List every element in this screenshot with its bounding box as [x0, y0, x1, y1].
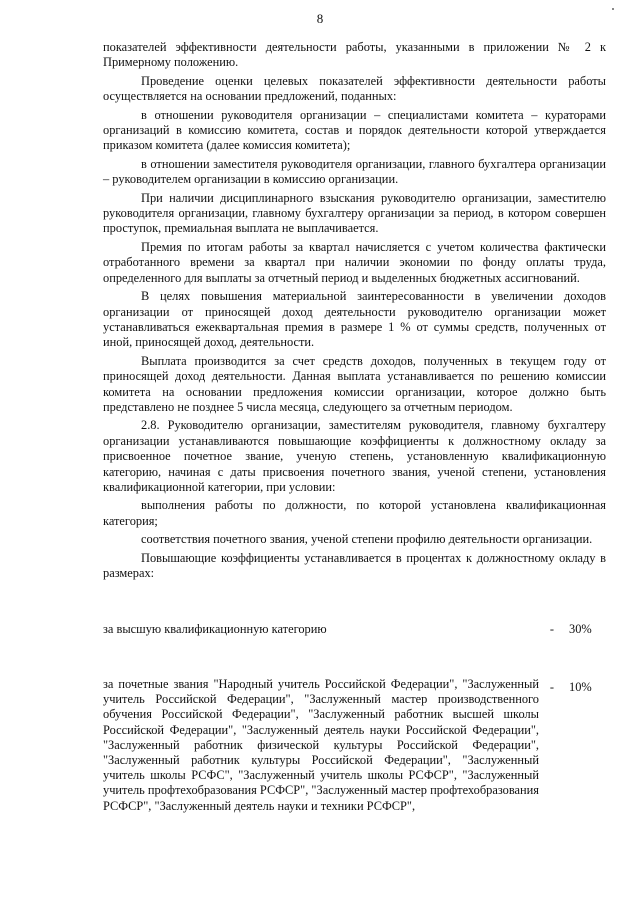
coefficient-dash: -: [549, 680, 555, 694]
paragraph-coefficient-intro: Повышающие коэффициенты устанавливается в процентах к должностному окладу в размерах:: [103, 550, 606, 580]
paragraph-payment-source: Выплата производится за счет средств доходов, полученных в текущем году от приносящей доход деятельности. Данная выплата устанавливается по решению комиссии комитета на основании предложения комиссии организации, которое должно быть представлено не позднее 5 числа месяца, следующего за отчетным периодом.: [103, 353, 606, 414]
paragraph-condition-work: выполнения работы по должности, по которой установлена квалификационная категория;: [103, 498, 606, 528]
paragraph-continuation: показателей эффективности деятельности работы, указанными в приложении № 2 к Примерному положению.: [103, 40, 606, 70]
coefficient-dash: -: [549, 622, 555, 636]
paragraph-condition-profile: соответствия почетного звания, ученой степени профилю деятельности организации.: [141, 532, 593, 547]
coefficient-label: за почетные звания "Народный учитель Российской Федерации", "Заслуженный учитель Российской Федерации", "Заслуженный мастер производственного обучения Российской Федерации", "Заслуженный работник высшей школы Российской Федерации", "Заслуженный деятель науки Российской Федерации", "Заслуженный работник физической культуры Российской Федерации", "Заслуженный работник культуры Российской Федерации", "Заслуженный учитель школы РСФС", "Заслуженный учитель школы РСФСР", "Заслуженный учитель профтехобразования РСФСР", "Заслуженный мастер профтехобразования РСФСР", "Заслуженный деятель науки и техники РСФСР",: [103, 677, 539, 813]
coefficient-label: за высшую квалификационную категорию: [103, 622, 327, 636]
page-number: 8: [316, 11, 324, 26]
paragraph-quarterly-bonus: Премия по итогам работы за квартал начисляется с учетом количества фактически отработанного времени за квартал при наличии экономии по фонду оплаты труда, определенного для выплаты за отчетный период и выделенных бюджетных ассигнований.: [103, 239, 606, 285]
paragraph-head-proposals: в отношении руководителя организации – специалистами комитета – кураторами организаций в комиссию комитета, состав и порядок деятельности которой утверждается приказом комитета (далее комиссия комитета);: [103, 107, 606, 153]
paragraph-section-2-8: 2.8. Руководителю организации, заместителям руководителя, главному бухгалтеру организации устанавливаются повышающие коэффициенты к должностному окладу за присвоенное почетное звание, ученую степень, установленную квалификационную категорию, начиная с даты присвоения почетного звания, ученой степени, установления квалификационной категории, при условии:: [103, 418, 606, 494]
scan-speck: [612, 8, 614, 10]
paragraph-deputy-proposals: в отношении заместителя руководителя организации, главного бухгалтера организации – руководителем организации в комиссию организации.: [103, 156, 606, 187]
body-text: [103, 40, 606, 584]
paragraph-income-bonus: В целях повышения материальной заинтересованности в увеличении доходов организации от приносящей доход деятельности руководителю организации может устанавливаться ежеквартальная премия в размере 1 % от суммы средств, полученных от иной, приносящей доход, деятельности.: [103, 289, 606, 350]
paragraph-assessment-basis: Проведение оценки целевых показателей эффективности деятельности работы осуществляется на основании предложений, поданных:: [103, 73, 606, 104]
coefficient-value: 10%: [569, 680, 592, 694]
paragraph-disciplinary: При наличии дисциплинарного взыскания руководителю организации, заместителю руководителя организации, главному бухгалтеру организации за период, в котором совершен проступок, премиальная выплата не выплачивается.: [103, 190, 606, 236]
coefficient-value: 30%: [569, 622, 592, 636]
